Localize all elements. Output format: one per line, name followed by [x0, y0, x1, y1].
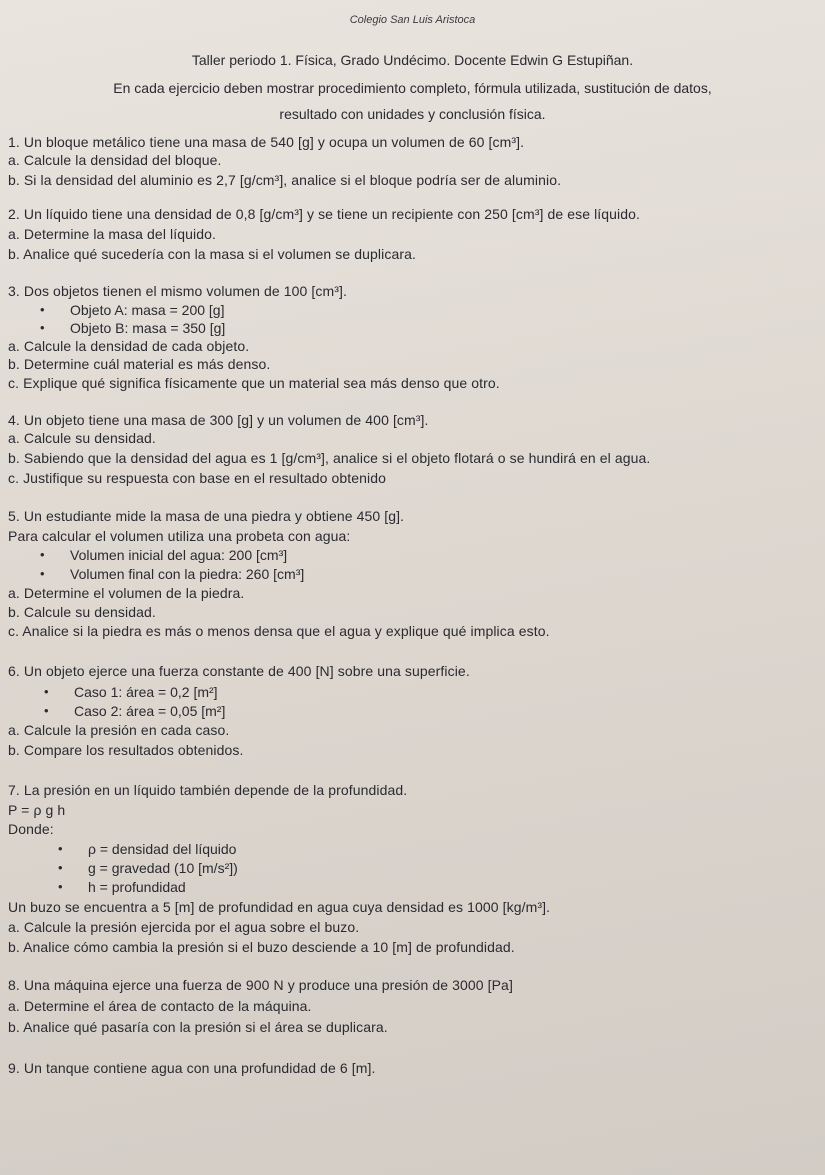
- exercise-3-part-a: a. Calcule la densidad de cada objeto.: [8, 338, 250, 354]
- exercise-4-part-c: c. Justifique su respuesta con base en el resultado obtenido: [8, 470, 387, 486]
- exercise-4-statement: 4. Un objeto tiene una masa de 300 [g] y un volumen de 400 [cm³].: [8, 412, 429, 428]
- exercise-5-bullet-2: • Volumen final con la piedra: 260 [cm³]: [70, 566, 304, 582]
- exercise-4-part-a: a. Calcule su densidad.: [8, 430, 156, 446]
- exercise-8-part-b: b. Analice qué pasaría con la presión si el área se duplicara.: [8, 1019, 388, 1035]
- exercise-7-bullet-2: • g = gravedad (10 [m/s²]): [88, 860, 238, 876]
- instructions-line-2: resultado con unidades y conclusión física.: [279, 106, 546, 122]
- exercise-5-part-b: b. Calcule su densidad.: [8, 604, 156, 620]
- school-name: Colegio San Luis Aristoca: [349, 14, 476, 26]
- exercise-7-statement: 7. La presión en un líquido también depende de la profundidad.: [8, 782, 408, 798]
- exercise-4-part-b: b. Sabiendo que la densidad del agua es 1 [g/cm³], analice si el objeto flotará o se hundirá en el agua.: [8, 450, 651, 466]
- exercise-3-statement: 3. Dos objetos tienen el mismo volumen de 100 [cm³].: [8, 283, 348, 299]
- exercise-7-part-b: b. Analice cómo cambia la presión si el buzo desciende a 10 [m] de profundidad.: [8, 939, 515, 955]
- exercise-1-part-b: b. Si la densidad del aluminio es 2,7 [g/cm³], analice si el bloque podría ser de aluminio.: [8, 172, 562, 188]
- exercise-5-bullet-1: • Volumen inicial del agua: 200 [cm³]: [70, 547, 287, 563]
- exercise-3-part-b: b. Determine cuál material es más denso.: [8, 356, 271, 372]
- exercise-7-part-a: a. Calcule la presión ejercida por el agua sobre el buzo.: [8, 919, 360, 935]
- exercise-3-bullet-2: • Objeto B: masa = 350 [g]: [70, 320, 225, 336]
- exercise-1-part-a: a. Calcule la densidad del bloque.: [8, 152, 222, 168]
- worksheet-title: Taller periodo 1. Física, Grado Undécimo. Docente Edwin G Estupiñan.: [191, 52, 634, 68]
- exercise-2-part-b: b. Analice qué sucedería con la masa si el volumen se duplicara.: [8, 246, 416, 262]
- exercise-6-part-a: a. Calcule la presión en cada caso.: [8, 722, 230, 738]
- exercise-5-statement-2: Para calcular el volumen utiliza una probeta con agua:: [8, 528, 351, 544]
- exercise-5-part-c: c. Analice si la piedra es más o menos densa que el agua y explique qué implica esto.: [8, 623, 550, 639]
- exercise-6-bullet-2: • Caso 2: área = 0,05 [m²]: [74, 703, 225, 719]
- exercise-8-statement: 8. Una máquina ejerce una fuerza de 900 N y produce una presión de 3000 [Pa]: [8, 977, 513, 993]
- exercise-3-bullet-1: • Objeto A: masa = 200 [g]: [70, 302, 225, 318]
- exercise-2-part-a: a. Determine la masa del líquido.: [8, 226, 216, 242]
- exercise-8-part-a: a. Determine el área de contacto de la máquina.: [8, 998, 312, 1014]
- exercise-1-statement: 1. Un bloque metálico tiene una masa de 540 [g] y ocupa un volumen de 60 [cm³].: [8, 134, 525, 150]
- exercise-6-statement: 6. Un objeto ejerce una fuerza constante de 400 [N] sobre una superficie.: [8, 663, 470, 679]
- exercise-6-bullet-1: • Caso 1: área = 0,2 [m²]: [74, 684, 218, 700]
- instructions-line-1: En cada ejercicio deben mostrar procedimiento completo, fórmula utilizada, sustitución de datos,: [113, 80, 712, 96]
- exercise-5-statement: 5. Un estudiante mide la masa de una piedra y obtiene 450 [g].: [8, 508, 405, 524]
- exercise-6-part-b: b. Compare los resultados obtenidos.: [8, 742, 244, 758]
- exercise-7-bullet-3: • h = profundidad: [88, 879, 186, 895]
- pressure-formula: P = ρ g h: [8, 802, 66, 818]
- exercise-7-bullet-1: • ρ = densidad del líquido: [88, 841, 236, 857]
- exercise-3-part-c: c. Explique qué significa físicamente que un material sea más denso que otro.: [8, 375, 500, 391]
- exercise-9-statement: 9. Un tanque contiene agua con una profundidad de 6 [m].: [8, 1060, 376, 1076]
- exercise-7-statement-2: Un buzo se encuentra a 5 [m] de profundidad en agua cuya densidad es 1000 [kg/m³].: [8, 899, 551, 915]
- exercise-5-part-a: a. Determine el volumen de la piedra.: [8, 585, 245, 601]
- formula-legend-heading: Donde:: [8, 821, 54, 837]
- exercise-2-statement: 2. Un líquido tiene una densidad de 0,8 [g/cm³] y se tiene un recipiente con 250 [cm³] de ese líquido.: [8, 206, 641, 222]
